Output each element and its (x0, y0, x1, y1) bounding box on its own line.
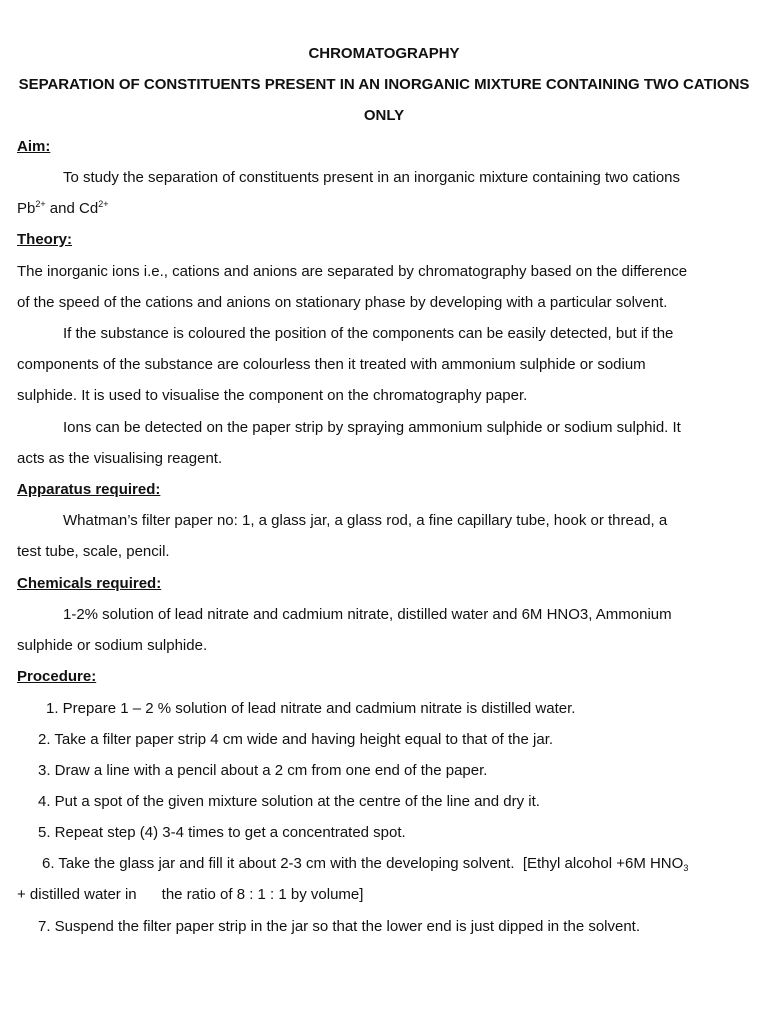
aim-text-line-1: To study the separation of constituents present in an inorganic mixture containing two cations (63, 169, 681, 186)
chemicals-text-line-1: 1-2% solution of lead nitrate and cadmium nitrate, distilled water and 6M HNO3, Ammonium (63, 606, 672, 623)
procedure-step-6-line-1 (42, 854, 688, 874)
procedure-step-2: 2. Take a filter paper strip 4 cm wide and having height equal to that of the jar. (38, 731, 554, 748)
procedure-step-6-text: 6. Take the glass jar and fill it about 2-3 cm with the developing solvent. [Ethyl alcohol +6M HNO (42, 855, 684, 872)
aim-text-line-2 (17, 199, 108, 219)
apparatus-heading: Apparatus required: (17, 481, 161, 498)
theory-p2-line-1: If the substance is coloured the position of the components can be easily detected, but if the (63, 325, 674, 342)
lead-symbol: Pb (17, 200, 36, 217)
chemicals-heading: Chemicals required: (17, 575, 162, 592)
chemicals-text-line-2: sulphide or sodium sulphide. (17, 637, 208, 654)
document-title: CHROMATOGRAPHY (308, 45, 460, 62)
cadmium-charge: 2+ (98, 199, 109, 209)
procedure-step-4: 4. Put a spot of the given mixture solution at the centre of the line and dry it. (38, 793, 540, 810)
procedure-step-3: 3. Draw a line with a pencil about a 2 cm from one end of the paper. (38, 762, 488, 779)
and-text: and (45, 200, 79, 217)
nitric-acid-subscript: 3 (683, 863, 689, 873)
document-subtitle-line-2: ONLY (363, 107, 405, 124)
theory-p2-line-2: components of the substance are colourless then it treated with ammonium sulphide or sodium (17, 356, 646, 373)
lead-charge: 2+ (35, 199, 46, 209)
cadmium-symbol: Cd (79, 200, 99, 217)
procedure-heading: Procedure: (17, 668, 97, 685)
theory-p3-line-2: acts as the visualising reagent. (17, 450, 223, 467)
theory-heading: Theory: (17, 231, 73, 248)
procedure-step-7: 7. Suspend the filter paper strip in the jar so that the lower end is just dipped in the solvent. (38, 918, 641, 935)
theory-p1-line-2: of the speed of the cations and anions on stationary phase by developing with a particular solvent. (17, 294, 668, 311)
procedure-step-6-line-2: + distilled water in the ratio of 8 : 1 : 1 by volume] (17, 886, 364, 903)
theory-p1-line-1: The inorganic ions i.e., cations and anions are separated by chromatography based on the difference (17, 263, 688, 280)
aim-heading: Aim: (17, 138, 51, 155)
apparatus-text-line-1: Whatman’s filter paper no: 1, a glass jar, a glass rod, a fine capillary tube, hook or thread, a (63, 512, 668, 529)
apparatus-text-line-2: test tube, scale, pencil. (17, 543, 170, 560)
procedure-step-5: 5. Repeat step (4) 3-4 times to get a concentrated spot. (38, 824, 406, 841)
document-subtitle-line-1: SEPARATION OF CONSTITUENTS PRESENT IN AN INORGANIC MIXTURE CONTAINING TWO CATIONS (18, 76, 750, 93)
theory-p3-line-1: Ions can be detected on the paper strip by spraying ammonium sulphide or sodium sulphid. It (63, 419, 681, 436)
procedure-step-1: 1. Prepare 1 – 2 % solution of lead nitrate and cadmium nitrate is distilled water. (46, 700, 576, 717)
theory-p2-line-3: sulphide. It is used to visualise the component on the chromatography paper. (17, 387, 528, 404)
